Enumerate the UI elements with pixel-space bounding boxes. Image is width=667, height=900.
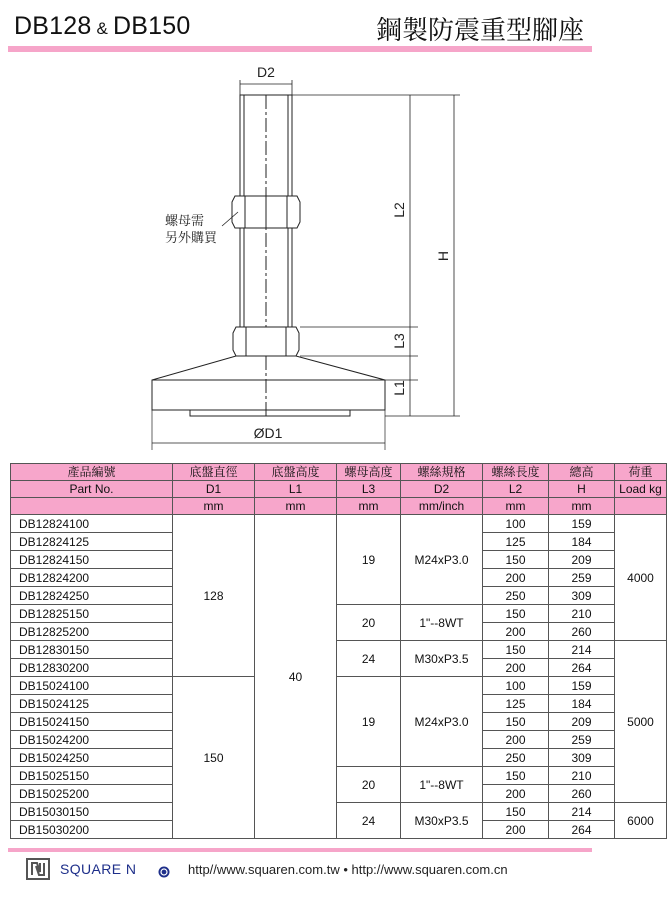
l2-value: 250: [483, 749, 549, 767]
l2-value: 200: [483, 731, 549, 749]
col-header-cn: 螺絲長度: [483, 464, 549, 481]
l2-value: 150: [483, 605, 549, 623]
brand-name: SQUARE N: [60, 861, 137, 877]
model-b: DB150: [113, 12, 191, 40]
h-value: 159: [549, 677, 615, 695]
col-header-en: Load kg: [615, 481, 667, 498]
col-header-unit: [615, 498, 667, 515]
upper-hex-nut: [232, 196, 300, 228]
l3-value: 24: [337, 803, 401, 839]
part-number: DB12830150: [11, 641, 173, 659]
h-value: 210: [549, 605, 615, 623]
load-value: 5000: [615, 641, 667, 803]
col-header-unit: mm: [255, 498, 337, 515]
l2-value: 150: [483, 551, 549, 569]
header-divider: [8, 46, 592, 52]
table-row: [11, 515, 667, 533]
website-urls[interactable]: http//www.squaren.com.tw • http://www.squaren.com.cn: [188, 862, 508, 877]
h-value: 159: [549, 515, 615, 533]
l2-value: 150: [483, 641, 549, 659]
part-number: DB15024250: [11, 749, 173, 767]
col-header-unit: mm: [173, 498, 255, 515]
col-header-cn: 螺母高度: [337, 464, 401, 481]
part-number: DB12825150: [11, 605, 173, 623]
d1-value: 150: [173, 677, 255, 839]
part-number: DB15030200: [11, 821, 173, 839]
d2-value: M24xP3.0: [401, 515, 483, 605]
part-number: DB15025150: [11, 767, 173, 785]
load-value: 6000: [615, 803, 667, 839]
h-value: 264: [549, 659, 615, 677]
part-number: DB12824125: [11, 533, 173, 551]
col-header-cn: 產品編號: [11, 464, 173, 481]
part-number: DB12824100: [11, 515, 173, 533]
part-number: DB15024150: [11, 713, 173, 731]
h-value: 209: [549, 713, 615, 731]
l2-value: 200: [483, 569, 549, 587]
l2-value: 100: [483, 677, 549, 695]
header-row-unit: [11, 498, 667, 515]
h-value: 259: [549, 731, 615, 749]
l3-value: 19: [337, 677, 401, 767]
h-value: 209: [549, 551, 615, 569]
col-header-en: H: [549, 481, 615, 498]
table-row: [11, 677, 667, 695]
base-pad: [152, 356, 385, 416]
col-header-unit: [11, 498, 173, 515]
dim-l3-label: L3: [391, 333, 407, 349]
l2-value: 125: [483, 533, 549, 551]
col-header-en: D1: [173, 481, 255, 498]
d2-value: M30xP3.5: [401, 641, 483, 677]
l2-value: 250: [483, 587, 549, 605]
square-n-logo-icon: [26, 858, 50, 880]
part-number: DB12824250: [11, 587, 173, 605]
l2-value: 200: [483, 659, 549, 677]
dim-l2-label: L2: [391, 202, 407, 218]
l3-value: 20: [337, 767, 401, 803]
h-value: 214: [549, 641, 615, 659]
h-value: 184: [549, 533, 615, 551]
model-title: [14, 12, 190, 41]
footer-divider: [8, 848, 592, 852]
d2-value: 1"--8WT: [401, 605, 483, 641]
h-value: 309: [549, 587, 615, 605]
table-row: [11, 605, 667, 623]
h-value: 184: [549, 695, 615, 713]
l2-value: 150: [483, 713, 549, 731]
nut-note-line1: 螺母需: [165, 214, 205, 229]
leveling-foot-diagram: [0, 55, 600, 460]
d2-value: 1"--8WT: [401, 767, 483, 803]
part-number: DB15025200: [11, 785, 173, 803]
col-header-cn: 荷重: [615, 464, 667, 481]
part-number: DB15024100: [11, 677, 173, 695]
spec-table: [10, 463, 667, 839]
header-row-cn: [11, 464, 667, 481]
h-value: 260: [549, 785, 615, 803]
table-row: [11, 803, 667, 821]
col-header-en: L2: [483, 481, 549, 498]
part-number: DB15024125: [11, 695, 173, 713]
l2-value: 125: [483, 695, 549, 713]
col-header-cn: 底盤直徑: [173, 464, 255, 481]
l3-value: 20: [337, 605, 401, 641]
dim-d2-label: D2: [257, 64, 275, 80]
part-number: DB12824150: [11, 551, 173, 569]
h-value: 309: [549, 749, 615, 767]
l2-value: 150: [483, 803, 549, 821]
l2-value: 150: [483, 767, 549, 785]
l2-value: 200: [483, 785, 549, 803]
col-header-cn: 底盤高度: [255, 464, 337, 481]
h-value: 214: [549, 803, 615, 821]
dim-l1-label: L1: [391, 380, 407, 396]
col-header-cn: 總高: [549, 464, 615, 481]
h-value: 264: [549, 821, 615, 839]
registered-mark-icon: [158, 866, 170, 878]
col-header-en: L1: [255, 481, 337, 498]
table-row: [11, 767, 667, 785]
model-a: DB128: [14, 12, 92, 40]
l2-value: 200: [483, 821, 549, 839]
col-header-unit: mm: [337, 498, 401, 515]
dim-d1-label: ØD1: [253, 425, 283, 441]
nut-note-line2: 另外購買: [165, 231, 218, 246]
col-header-cn: 螺絲規格: [401, 464, 483, 481]
header-row-en: [11, 481, 667, 498]
d2-value: M30xP3.5: [401, 803, 483, 839]
part-number: DB15030150: [11, 803, 173, 821]
load-value: 4000: [615, 515, 667, 641]
l2-value: 100: [483, 515, 549, 533]
dim-h-label: H: [435, 250, 451, 262]
model-amp: &: [96, 19, 108, 38]
h-value: 210: [549, 767, 615, 785]
part-number: DB12830200: [11, 659, 173, 677]
l3-value: 24: [337, 641, 401, 677]
col-header-unit: mm: [483, 498, 549, 515]
col-header-en: D2: [401, 481, 483, 498]
part-number: DB15024200: [11, 731, 173, 749]
part-number: DB12825200: [11, 623, 173, 641]
l3-value: 19: [337, 515, 401, 605]
product-title: 鋼製防震重型腳座: [375, 16, 584, 46]
table-row: [11, 641, 667, 659]
col-header-en: Part No.: [11, 481, 173, 498]
d1-value: 128: [173, 515, 255, 677]
lower-hex-nut: [233, 327, 299, 356]
h-value: 260: [549, 623, 615, 641]
col-header-en: L3: [337, 481, 401, 498]
col-header-unit: mm/inch: [401, 498, 483, 515]
part-number: DB12824200: [11, 569, 173, 587]
d2-value: M24xP3.0: [401, 677, 483, 767]
l1-value: 40: [255, 515, 337, 839]
col-header-unit: mm: [549, 498, 615, 515]
h-value: 259: [549, 569, 615, 587]
l2-value: 200: [483, 623, 549, 641]
